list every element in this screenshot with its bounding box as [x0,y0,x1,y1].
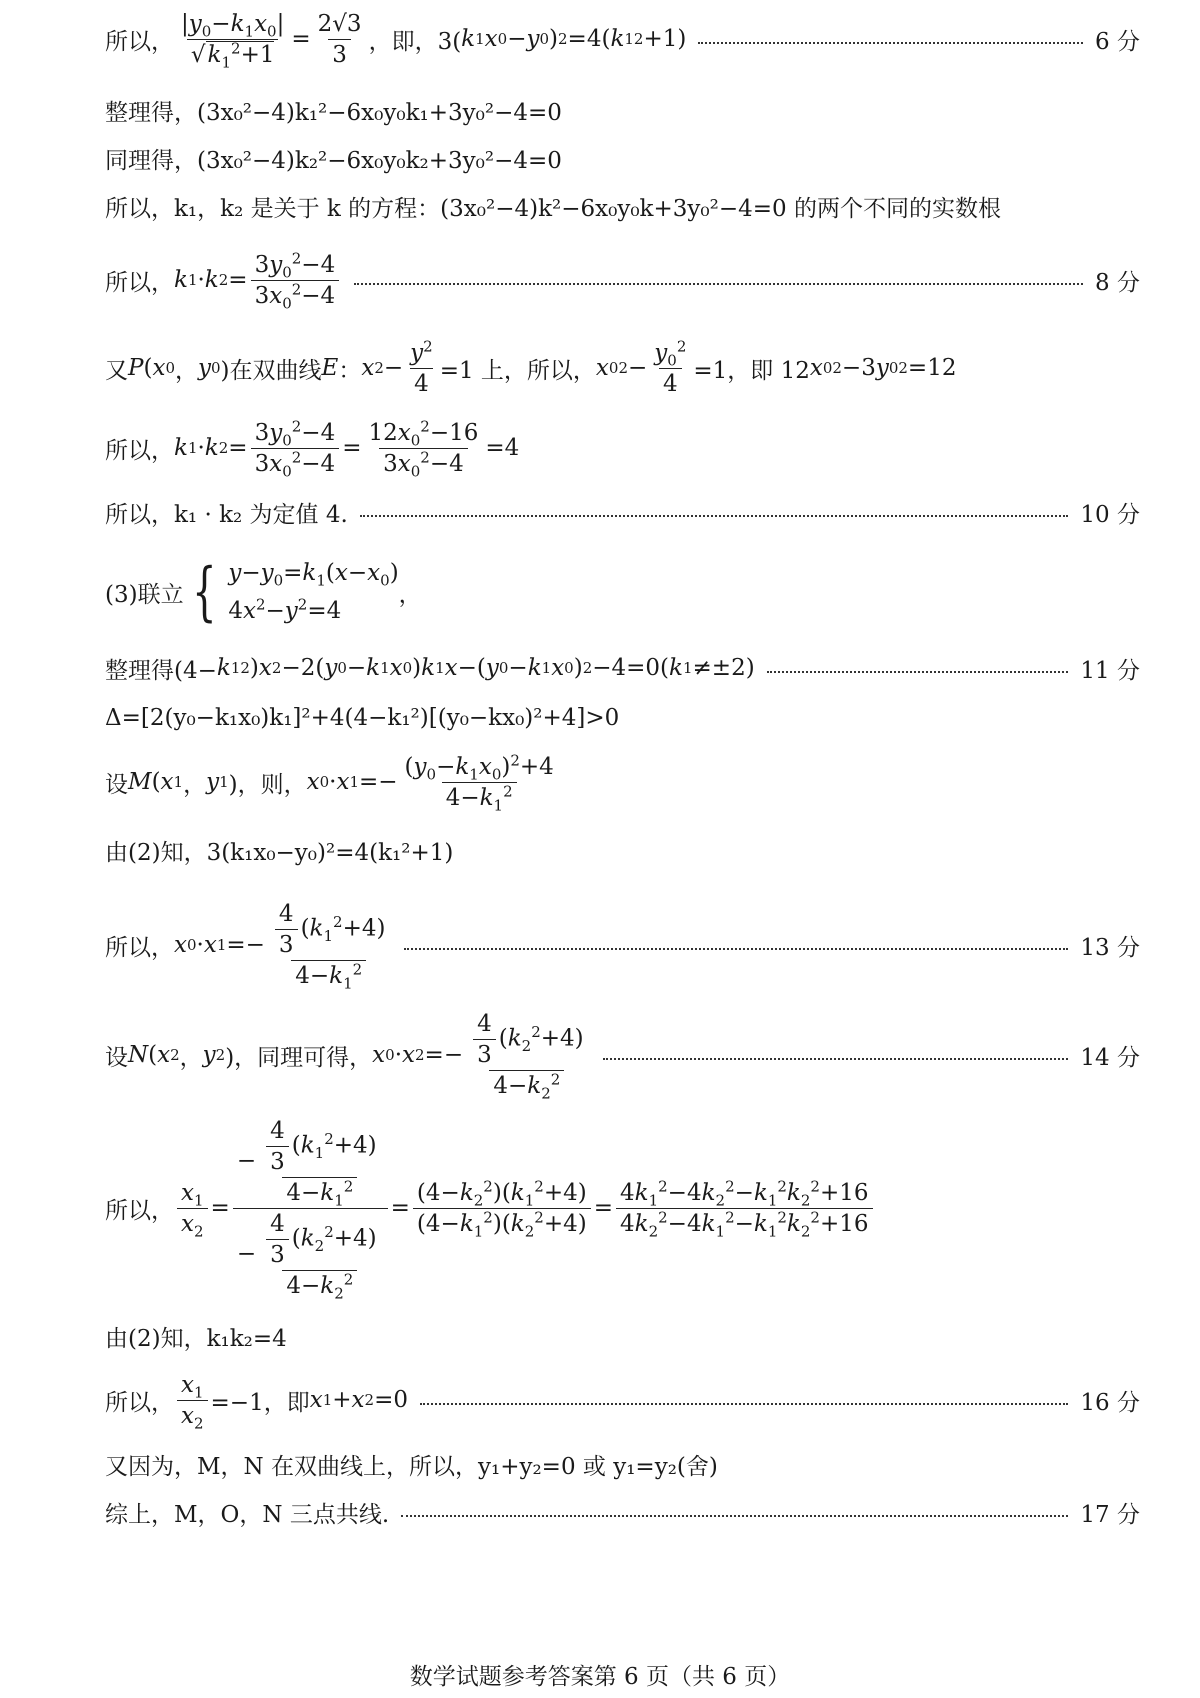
step-line-15: 设 N ( x 2 ， y 2 )，同理可得， x 0 · x 2 =− $\frac{4}{3}$ $(k_2^2+4)$ $4-k_2^2$ 14 分 [105,1011,1140,1103]
leader-dots [401,1515,1068,1517]
step-line-4 [105,190,1140,222]
step-line-8 [105,496,1140,528]
step-line-5: 所以， k 1 · k 2 = $\frac{3y_0^2-4}{3x_0^2-4}$ 8 分 [105,248,1140,313]
step-line-6: 又 P ( x 0 ， y 0 )在双曲线 E ： x 2 − $\frac{y^2}{4}$ =1 上，所以， x 0 2 − $\frac{y_0^2}{4}$ =1，即 12 x 0 2 −3 y 0 2 =12 [105,336,957,397]
leader-dots [354,283,1083,285]
leader-dots [420,1403,1068,1405]
leader-dots [603,1058,1069,1060]
score-label: 14 分 [1080,1044,1140,1071]
step-line-11 [105,702,1140,734]
step-line-9: (3)联立 { $y-y_0=k_1(x-x_0)$ $4x^2-y^2=4$ ， [105,555,422,629]
step-text: 由(2)知，3(k₁x₀−y₀)²=4(k₁²+1) [105,839,454,866]
step-text: 整理得，(3x₀²−4)k₁²−6x₀y₀k₁+3y₀²−4=0 [105,99,562,126]
step-text: 同理得，(3x₀²−4)k₂²−6x₀y₀k₂+3y₀²−4=0 [105,147,562,174]
leader-dots [767,671,1069,673]
score-label: 13 分 [1080,934,1140,961]
step-line-1: 所以， $\frac{|y_0-k_1x_0|}{√k_1^2+1}$ = $\frac{2√3}{3}$ ，即，3( k 1 x 0 − y 0 ) 2 =4( k 1 2 +1) 6 分 [105,10,1140,72]
step-line-7: 所以， k 1 · k 2 = $\frac{3y_0^2-4}{3x_0^2-4}$ = $\frac{12x_0^2-16}{3x_0^2-4}$ =4 [105,416,520,481]
step-line-20 [105,1496,1140,1528]
page-footer: 数学试题参考答案第 6 页（共 6 页） [409,1664,791,1690]
score-label: 16 分 [1080,1389,1140,1416]
step-text: 由(2)知，k₁k₂=4 [105,1325,287,1352]
score-label: 17 分 [1080,1501,1140,1528]
leader-dots [360,515,1069,517]
leader-dots [404,948,1068,950]
step-line-19 [105,1448,1140,1480]
step-line-12: 设 M ( x 1 ， y 1 )，则， x 0 · x 1 =− $\frac{(y_0-k_1x_0)^2+4}{4-k_1^2}$ [105,750,554,815]
score-label: 10 分 [1080,501,1140,528]
score-label: 8 分 [1095,269,1140,296]
step-text: 综上，M，O，N 三点共线. [105,1501,390,1528]
score-label: 6 分 [1095,28,1140,55]
step-text: 又因为，M，N 在双曲线上，所以，y₁+y₂=0 或 y₁=y₂(舍) [105,1453,718,1480]
leader-dots [698,42,1083,44]
step-text: 所以，k₁ · k₂ 为定值 4. [105,501,348,528]
step-line-10: 整理得(4− k 1 2 ) x 2 −2( y 0 − k 1 x 0 ) k 1 x −( y 0 − k 1 x 0 ) 2 −4=0( k 1 ≠±2) 11 分 [105,652,1140,684]
step-text: Δ=[2(y₀−k₁x₀)k₁]²+4(4−k₁²)[(y₀−kx₀)²+4]>0 [105,705,620,731]
step-line-18: 所以， $\frac{x_1}{x_2}$ =−1，即 x 1 + x 2 =0 16 分 [105,1371,1140,1433]
step-line-2 [105,94,1140,126]
step-line-17 [105,1320,1140,1352]
step-line-3 [105,142,1140,174]
step-line-13 [105,834,1140,866]
step-text: 所以，k₁，k₂ 是关于 k 的方程：(3x₀²−4)k²−6x₀y₀k+3y₀²−4=0 的两个不同的实数根 [105,195,1001,222]
step-line-16: 所以， $\frac{x_1}{x_2}$ = − $\frac{4}{3}$ $(k_1^2+4)$ $4-k_1^2$ − $\frac{4}{3}$ $(k_2^2+4)$ $4-k_2^2$ = $\frac{(4-k_2^2)(k_1^2+4)}{(4-k_1^2)(k_2^2+4)}$ = $\frac{4k_1^2-4k_2^2-k_1^2k_2^2+16}{4k_2^2-4k_1^2-k_1^2k_2^2+16}$ [105,1118,1140,1298]
score-label: 11 分 [1080,657,1140,684]
step-line-14: 所以， x 0 · x 1 =− $\frac{4}{3}$ $(k_1^2+4)$ $4-k_1^2$ 13 分 [105,901,1140,993]
